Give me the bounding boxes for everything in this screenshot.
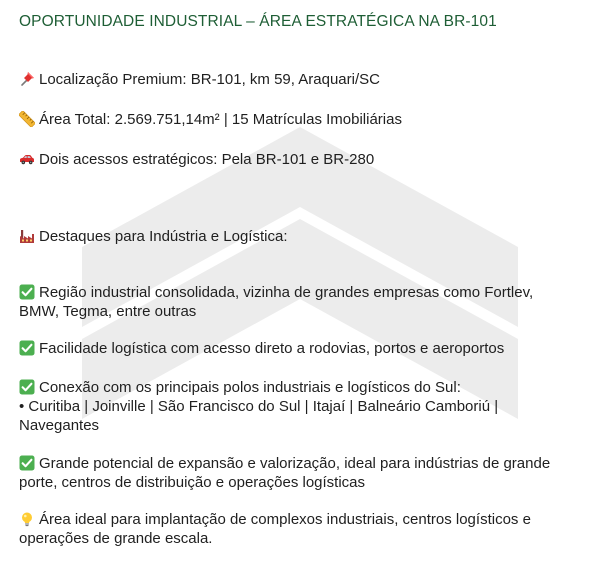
ruler-icon (19, 111, 35, 127)
highlights-heading-text: Destaques para Indústria e Logística: (39, 228, 288, 245)
light-bulb-icon (19, 511, 35, 527)
closing-line-1: Área ideal para implantação de complexos industriais, centros logísticos e (39, 511, 531, 528)
highlight-item (19, 454, 589, 492)
area-line (19, 110, 589, 129)
document-title: OPORTUNIDADE INDUSTRIAL – ÁREA ESTRATÉGICA NA BR-101 (19, 13, 497, 30)
highlight-line-1: Região industrial consolidada, vizinha de grandes empresas como Fortlev, (39, 284, 534, 301)
area-text: Área Total: 2.569.751,14m² | 15 Matrículas Imobiliárias (39, 111, 402, 128)
highlight-line-2: BMW, Tegma, entre outras (19, 303, 197, 320)
access-line (19, 150, 589, 169)
car-icon (19, 151, 35, 167)
pushpin-icon (19, 71, 35, 87)
factory-icon (19, 228, 35, 244)
location-text: Localização Premium: BR-101, km 59, Araquari/SC (39, 71, 380, 88)
access-text: Dois acessos estratégicos: Pela BR-101 e BR-280 (39, 151, 375, 168)
highlight-line-1: Facilidade logística com acesso direto a rodovias, portos e aeroportos (39, 340, 505, 357)
check-mark-icon (19, 340, 35, 356)
highlight-item (19, 378, 589, 435)
location-line (19, 70, 589, 89)
highlight-item (19, 283, 589, 321)
highlight-line-2: porte, centros de distribuição e operações logísticas (19, 474, 366, 491)
highlight-line-1: Conexão com os principais polos industriais e logísticos do Sul: (39, 379, 461, 396)
highlight-line-2: • Curitiba | Joinville | São Francisco do Sul | Itajaí | Balneário Camboriú | (19, 398, 499, 415)
highlight-line-1: Grande potencial de expansão e valorização, ideal para indústrias de grande (39, 455, 551, 472)
highlight-item (19, 339, 589, 358)
closing-line (19, 510, 589, 548)
check-mark-icon (19, 379, 35, 395)
check-mark-icon (19, 455, 35, 471)
closing-line-2: operações de grande escala. (19, 530, 213, 547)
check-mark-icon (19, 284, 35, 300)
highlights-heading (19, 227, 589, 246)
highlight-line-3: Navegantes (19, 417, 100, 434)
